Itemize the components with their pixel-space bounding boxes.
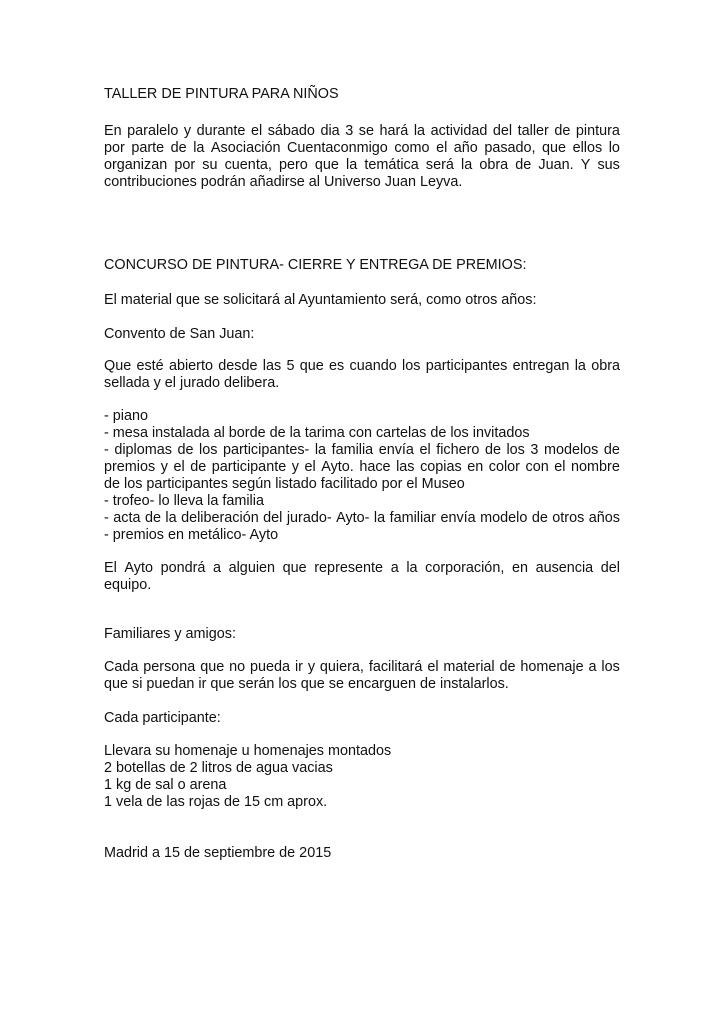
word: familiar (389, 510, 436, 526)
word: el (554, 459, 566, 475)
word: año (453, 140, 478, 156)
word: a (390, 560, 399, 576)
word: la (413, 123, 426, 139)
word: el (427, 659, 439, 675)
word: Ayto- (336, 510, 370, 526)
word: los (601, 659, 620, 675)
word: la (193, 140, 205, 156)
word: parte (131, 140, 165, 156)
word: pueda (250, 659, 291, 675)
word: familia (331, 442, 374, 458)
word: la (574, 358, 586, 374)
word: Asociación (210, 140, 281, 156)
paragraph-line (104, 157, 620, 174)
word: El (104, 560, 117, 576)
list-item: Llevara su homenaje u homenajes montados (104, 743, 392, 759)
word: se (358, 123, 374, 139)
word: Cada (104, 659, 139, 675)
word: pintura (575, 123, 620, 139)
word: obra (479, 157, 509, 173)
word: el (436, 140, 448, 156)
word: la (165, 510, 177, 526)
word: sus (597, 157, 620, 173)
word: y (307, 659, 316, 675)
word: entregan (512, 358, 570, 374)
paragraph-line (104, 659, 620, 676)
word: durante (196, 123, 246, 139)
word: Ayto (124, 560, 153, 576)
word: las (396, 459, 415, 475)
word: diplomas (114, 442, 172, 458)
material-intro: El material que se solicitará al Ayuntamiento será, como otros años: (104, 292, 537, 308)
word: cuenta, (224, 157, 272, 173)
word: Y (580, 157, 591, 173)
word: facilitará (368, 659, 423, 675)
word: de (499, 659, 516, 675)
paragraph-line: sellada y el jurado delibera. (104, 375, 280, 391)
word: 3 (530, 442, 539, 458)
list-item (104, 459, 620, 476)
word: de (144, 510, 161, 526)
word: de (531, 510, 548, 526)
word: participante (211, 459, 287, 475)
word: que (282, 560, 307, 576)
word: dia (320, 123, 340, 139)
paragraph-line: equipo. (104, 577, 152, 593)
word: pasado, (484, 140, 536, 156)
word: la (346, 157, 358, 173)
word: En (104, 123, 122, 139)
word: a (212, 560, 221, 576)
word: participantes (425, 358, 508, 374)
word: que (299, 358, 324, 374)
word: Cuentaconmigo (287, 140, 388, 156)
paragraph-line (104, 123, 620, 140)
word: acta (113, 510, 141, 526)
section-heading-familiares: Familiares y amigos: (104, 626, 236, 642)
word: homenaje (520, 659, 584, 675)
word: la (461, 157, 473, 173)
word: la (406, 560, 418, 576)
word: lo (608, 140, 620, 156)
word: y (183, 123, 192, 139)
word: color (488, 459, 520, 475)
word: ir (294, 659, 303, 675)
word: temática (364, 157, 419, 173)
word: que (200, 659, 225, 675)
venue-label: Convento de San Juan: (104, 326, 255, 342)
section-heading-taller: TALLER DE PINTURA PARA NIÑOS (104, 86, 339, 102)
signature-date: Madrid a 15 de septiembre de 2015 (104, 845, 332, 861)
word: del (600, 560, 620, 576)
word: 5 (286, 358, 295, 374)
list-item: - piano (104, 408, 149, 424)
word: la (314, 442, 327, 458)
word: de (554, 123, 571, 139)
word: del (492, 123, 513, 139)
paragraph-line: contribuciones podrán añadirse al Universo Juan Leyva. (104, 174, 463, 190)
word: participantes- (222, 442, 310, 458)
word: quiera, (319, 659, 364, 675)
paragraph-line: que si puedan ir que serán los que se encarguen de instalarlos. (104, 676, 509, 692)
list-item: 1 kg de sal o arena (104, 777, 227, 793)
word: corporación, (425, 560, 505, 576)
word: organizan (104, 157, 168, 173)
word: de (515, 157, 532, 173)
paragraph-line (104, 358, 620, 375)
list-item: 1 vela de las rojas de 15 cm aprox. (104, 794, 328, 810)
word: los (402, 358, 421, 374)
list-item: - trofeo- lo lleva la familia (104, 493, 264, 509)
word: la (373, 510, 386, 526)
word: - (104, 510, 109, 526)
paragraph-line (104, 140, 620, 157)
list-item: - mesa instalada al borde de la tarima con cartelas de los invitados (104, 425, 530, 441)
word: en (467, 459, 484, 475)
word: ellos (572, 140, 603, 156)
paragraph-line (104, 560, 620, 577)
word: el (250, 123, 263, 139)
word: de (603, 442, 620, 458)
word: que (314, 157, 339, 173)
word: de (170, 140, 187, 156)
list-item (104, 510, 620, 527)
word: de (190, 459, 207, 475)
word: modelo (480, 510, 528, 526)
word: nombre (571, 459, 620, 475)
word: represente (314, 560, 384, 576)
word: los (199, 442, 218, 458)
word: del (263, 510, 283, 526)
word: hace (359, 459, 391, 475)
word: de (177, 442, 194, 458)
word: y (160, 459, 168, 475)
word: taller (517, 123, 549, 139)
word: Ayto. (321, 459, 354, 475)
word: cuando (349, 358, 397, 374)
list-item: - premios en metálico- Ayto (104, 527, 279, 543)
word: Que (104, 358, 132, 374)
word: esté (136, 358, 164, 374)
word: envía (440, 510, 476, 526)
word: jurado- (286, 510, 332, 526)
word: modelos (543, 442, 599, 458)
section-heading-concurso: CONCURSO DE PINTURA- CIERRE Y ENTREGA DE PREMIOS: (104, 257, 527, 273)
list-item (104, 442, 620, 459)
word: por (174, 157, 196, 173)
word: su (202, 157, 218, 173)
word: no (229, 659, 246, 675)
word: ausencia (535, 560, 594, 576)
word: en (511, 560, 528, 576)
word: es (329, 358, 345, 374)
word: material (443, 659, 495, 675)
word: 3 (345, 123, 354, 139)
word: copias (420, 459, 462, 475)
word: paralelo (127, 123, 179, 139)
word: obra (591, 358, 620, 374)
word: sábado (267, 123, 315, 139)
word: el (173, 459, 185, 475)
word: fichero (436, 442, 480, 458)
word: Juan. (538, 157, 574, 173)
word: el (304, 459, 316, 475)
word: por (104, 140, 125, 156)
word: abierto (168, 358, 213, 374)
word: de (484, 442, 501, 458)
word: pondrá (160, 560, 206, 576)
participant-heading: Cada participante: (104, 710, 221, 726)
word: los (506, 442, 525, 458)
word: con (525, 459, 549, 475)
word: las (262, 358, 282, 374)
word: deliberación (181, 510, 259, 526)
word: el (419, 442, 431, 458)
word: alguien (228, 560, 276, 576)
word: hará (379, 123, 409, 139)
word: envía (378, 442, 414, 458)
word: desde (218, 358, 258, 374)
word: años (588, 510, 620, 526)
word: como (394, 140, 430, 156)
word: premios (104, 459, 156, 475)
word: que (542, 140, 567, 156)
word: - (104, 442, 109, 458)
word: persona (143, 659, 196, 675)
list-item: 2 botellas de 2 litros de agua vacias (104, 760, 333, 776)
word: otros (552, 510, 585, 526)
word: será (425, 157, 454, 173)
word: y (291, 459, 299, 475)
word: pero (278, 157, 308, 173)
word: actividad (430, 123, 488, 139)
list-item: de los participantes según listado facilitado por el Museo (104, 476, 465, 492)
word: a (588, 659, 597, 675)
